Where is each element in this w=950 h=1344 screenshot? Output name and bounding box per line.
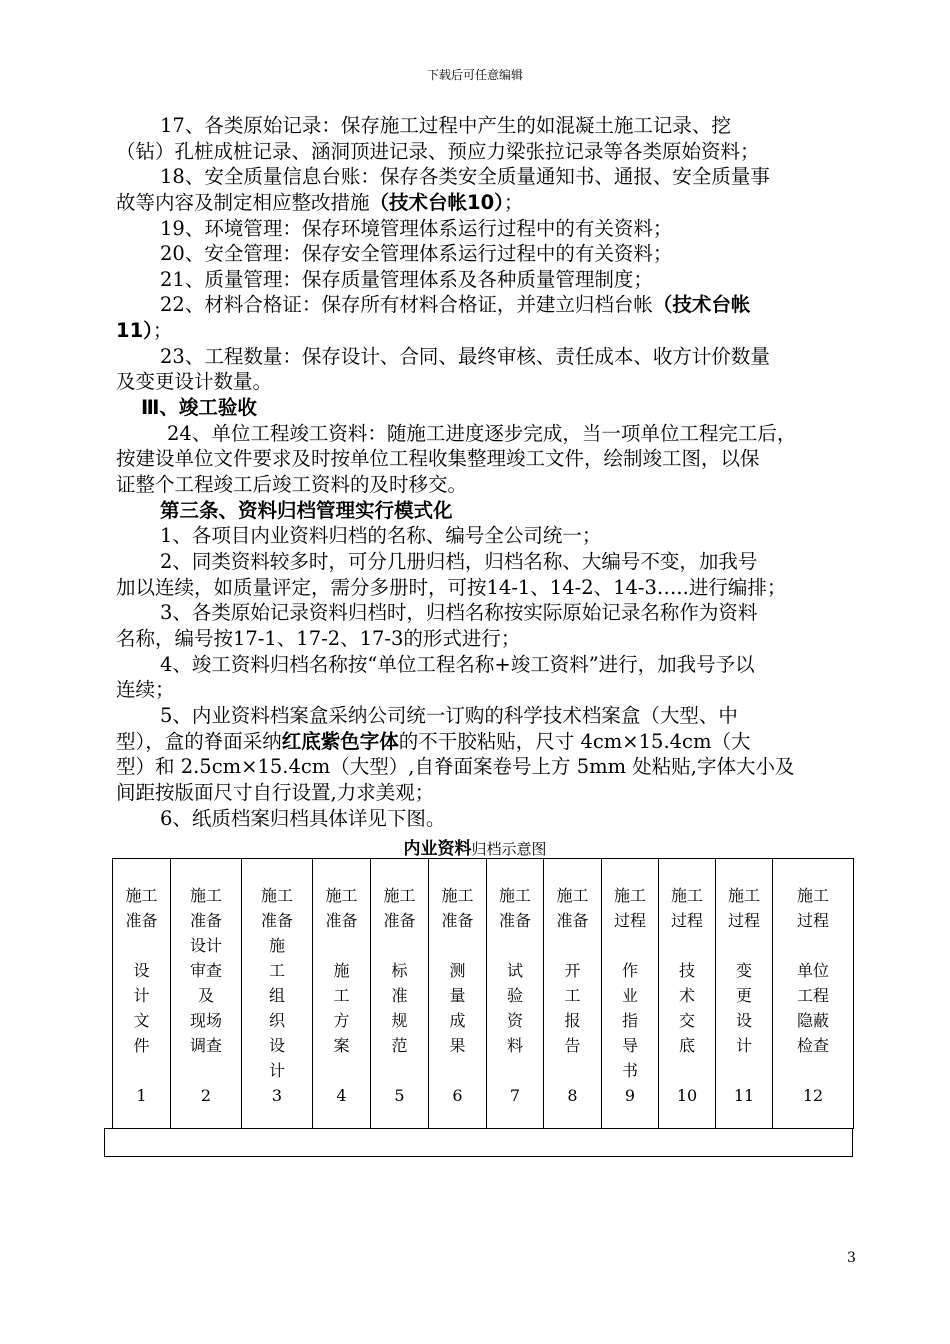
text-span: 故等内容及制定相应整改措施 xyxy=(116,191,370,214)
bold-text: （技术台帐10） xyxy=(369,191,504,214)
column-number: 9 xyxy=(624,1086,636,1105)
column-title: 范 xyxy=(391,1036,408,1055)
column-number: 7 xyxy=(509,1086,521,1105)
column-title: 业 xyxy=(621,986,638,1005)
column-title: 设计 xyxy=(189,936,222,955)
diagram-column xyxy=(659,859,716,1129)
column-title: 验 xyxy=(506,986,523,1005)
text-line xyxy=(116,729,750,755)
column-stage: 施工 xyxy=(556,886,589,905)
archive-diagram-table xyxy=(112,858,854,1129)
text-span: 22、材料合格证：保存所有材料合格证，并建立归档台帐 xyxy=(160,293,653,316)
column-title: 交 xyxy=(678,1011,695,1030)
figure-caption xyxy=(0,834,950,859)
diagram-column xyxy=(313,859,371,1129)
text-line xyxy=(160,549,757,575)
text-span: 3、各类原始记录资料归档时，归档名称按实际原始记录名称作为资料 xyxy=(160,601,758,624)
column-title: 计 xyxy=(735,1036,752,1055)
bold-text: 11） xyxy=(116,319,153,342)
text-span: 24、单位工程竣工资料：随施工进度逐步完成，当一项单位工程完工后， xyxy=(167,422,797,445)
text-span: 间距按版面尺寸自行设置,力求美观； xyxy=(116,781,435,804)
column-title: 告 xyxy=(564,1036,581,1055)
text-line xyxy=(116,677,175,703)
text-line xyxy=(160,806,445,832)
column-title: 现场 xyxy=(189,1011,222,1030)
column-title: 工 xyxy=(564,986,581,1005)
text-line xyxy=(160,652,755,678)
column-title: 导 xyxy=(621,1036,638,1055)
diagram-column xyxy=(171,859,242,1129)
column-title: 技 xyxy=(678,961,695,980)
column-stage: 施工 xyxy=(260,886,293,905)
column-number: 5 xyxy=(394,1086,405,1105)
column-stage: 施工 xyxy=(727,886,760,905)
bold-text: （技术台帐 xyxy=(652,293,751,316)
column-stage: 准备 xyxy=(556,911,589,930)
text-line xyxy=(160,216,672,242)
text-span: 6、纸质档案归档具体详见下图。 xyxy=(160,807,446,830)
page-header: 下载后可任意编辑 xyxy=(426,68,523,82)
column-number: 6 xyxy=(452,1086,463,1105)
column-number: 4 xyxy=(336,1086,347,1105)
text-span: 名称，编号按17-1、17-2、17-3的形式进行； xyxy=(116,627,521,650)
column-title: 计 xyxy=(268,1061,285,1080)
text-line xyxy=(116,472,467,498)
column-title: 调查 xyxy=(189,1036,222,1055)
column-title: 报 xyxy=(564,1011,581,1030)
diagram-column xyxy=(716,859,773,1129)
column-title: 织 xyxy=(268,1011,285,1030)
column-title: 文 xyxy=(133,1011,150,1030)
column-stage: 施工 xyxy=(670,886,703,905)
column-title: 更 xyxy=(735,986,752,1005)
text-span: 1、各项目内业资料归档的名称、编号全公司统一； xyxy=(160,524,602,547)
text-span: 证整个工程竣工后竣工资料的及时移交。 xyxy=(116,473,468,496)
diagram-column xyxy=(371,859,429,1129)
column-stage: 过程 xyxy=(670,911,703,930)
column-title: 案 xyxy=(333,1036,350,1055)
column-stage: 过程 xyxy=(727,911,760,930)
column-title: 料 xyxy=(506,1036,523,1055)
column-stage: 施工 xyxy=(441,886,474,905)
diagram-column xyxy=(429,859,487,1129)
column-title: 设 xyxy=(735,1011,752,1030)
column-stage: 过程 xyxy=(613,911,646,930)
text-line xyxy=(160,113,731,139)
text-span: 加以连续，如质量评定，需分多册时，可按14-1、14-2、14-3…..进行编排； xyxy=(116,576,787,599)
caption-normal: 归档示意图 xyxy=(471,840,547,858)
text-span: 及变更设计数量。 xyxy=(116,370,273,393)
column-title: 准 xyxy=(391,986,408,1005)
column-number: 10 xyxy=(676,1086,698,1105)
text-line xyxy=(116,754,794,780)
column-title: 件 xyxy=(133,1036,150,1055)
column-title: 施 xyxy=(268,936,285,955)
text-line xyxy=(116,626,520,652)
text-line xyxy=(167,421,796,447)
column-title: 标 xyxy=(391,961,408,980)
column-stage: 施工 xyxy=(613,886,646,905)
column-number: 3 xyxy=(271,1086,283,1105)
text-span: 18、安全质量信息台账：保存各类安全质量通知书、通报、安全质量事 xyxy=(160,165,770,188)
column-title: 果 xyxy=(449,1036,466,1055)
text-span: 21、质量管理：保存质量管理体系及各种质量管理制度； xyxy=(160,268,653,291)
column-title: 检查 xyxy=(796,1036,829,1055)
text-line xyxy=(116,318,172,344)
column-title: 计 xyxy=(133,986,150,1005)
column-title: 审查 xyxy=(189,961,222,980)
diagram-column xyxy=(487,859,544,1129)
column-number: 1 xyxy=(136,1086,147,1105)
text-line xyxy=(160,600,757,626)
diagram-column xyxy=(113,859,171,1129)
page-number: 3 xyxy=(847,1250,856,1266)
column-title: 设 xyxy=(268,1036,285,1055)
column-title: 底 xyxy=(678,1036,695,1055)
column-title: 设 xyxy=(133,961,150,980)
column-title: 开 xyxy=(564,961,581,980)
column-stage: 过程 xyxy=(796,911,829,930)
column-stage: 施工 xyxy=(189,886,222,905)
text-span: 2、同类资料较多时，可分几册归档，归档名称、大编号不变，加我号 xyxy=(160,550,758,573)
column-stage: 准备 xyxy=(383,911,416,930)
text-span: 19、环境管理：保存环境管理体系运行过程中的有关资料； xyxy=(160,217,673,240)
caption-bold: 内业资料 xyxy=(403,839,472,859)
table-footer-row xyxy=(104,1128,853,1157)
column-stage: 施工 xyxy=(125,886,158,905)
column-number: 8 xyxy=(567,1086,578,1105)
column-title: 书 xyxy=(621,1061,638,1080)
text-line xyxy=(141,395,257,421)
text-span: 20、安全管理：保存安全管理体系运行过程中的有关资料； xyxy=(160,242,673,265)
column-number: 12 xyxy=(802,1086,824,1105)
text-span: 型）和 2.5cm×15.4cm（大型）,自脊面案卷号上方 5mm 处粘贴,字体大小及 xyxy=(116,755,795,778)
column-title: 变 xyxy=(735,961,752,980)
text-line xyxy=(160,241,672,267)
text-span: ； xyxy=(152,319,173,342)
text-span: 的不干胶粘贴，尺寸 4cm×15.4cm（大 xyxy=(398,730,751,753)
diagram-column xyxy=(773,859,854,1129)
text-line xyxy=(160,498,453,524)
column-stage: 准备 xyxy=(125,911,158,930)
diagram-column xyxy=(602,859,659,1129)
column-stage: 准备 xyxy=(325,911,358,930)
bold-text: Ⅲ、竣工验收 xyxy=(141,396,257,419)
text-span: ； xyxy=(503,191,524,214)
text-line xyxy=(116,190,523,216)
column-number: 11 xyxy=(733,1086,755,1105)
text-span: 连续； xyxy=(116,678,175,701)
text-line xyxy=(160,523,601,549)
column-title: 工程 xyxy=(796,986,829,1005)
text-span: 4、竣工资料归档名称按“单位工程名称+竣工资料”进行，加我号予以 xyxy=(160,653,755,676)
column-stage: 准备 xyxy=(260,911,293,930)
text-line xyxy=(160,164,770,190)
column-stage: 准备 xyxy=(498,911,531,930)
text-span: 型），盒的脊面采纳 xyxy=(116,730,282,753)
column-title: 方 xyxy=(333,1011,350,1030)
column-stage: 施工 xyxy=(325,886,358,905)
text-line xyxy=(160,292,750,318)
column-title: 测 xyxy=(449,961,466,980)
text-line xyxy=(116,369,272,395)
text-span: 按建设单位文件要求及时按单位工程收集整理竣工文件，绘制竣工图，以保 xyxy=(116,447,760,470)
column-title: 规 xyxy=(391,1011,408,1030)
text-span: （钻）孔桩成桩记录、涵洞顶进记录、预应力梁张拉记录等各类原始资料； xyxy=(116,140,760,163)
diagram-column xyxy=(242,859,313,1129)
diagram-column xyxy=(544,859,602,1129)
column-stage: 施工 xyxy=(796,886,829,905)
column-title: 及 xyxy=(197,986,214,1005)
text-line xyxy=(116,780,434,806)
text-line xyxy=(160,344,770,370)
column-title: 组 xyxy=(268,986,285,1005)
column-title: 工 xyxy=(268,961,285,980)
column-title: 隐蔽 xyxy=(796,1011,829,1030)
column-stage: 施工 xyxy=(498,886,531,905)
table-row xyxy=(113,859,854,1129)
column-title: 成 xyxy=(449,1011,466,1030)
column-number: 2 xyxy=(200,1086,212,1105)
column-title: 施 xyxy=(333,961,350,980)
column-title: 资 xyxy=(506,1011,523,1030)
text-line xyxy=(116,446,760,472)
text-span: 17、各类原始记录：保存施工过程中产生的如混凝土施工记录、挖 xyxy=(160,114,731,137)
column-stage: 准备 xyxy=(189,911,222,930)
column-stage: 准备 xyxy=(441,911,474,930)
text-span: 23、工程数量：保存设计、合同、最终审核、责任成本、收方计价数量 xyxy=(160,345,770,368)
column-title: 量 xyxy=(449,986,466,1005)
column-title: 术 xyxy=(678,986,695,1005)
text-span: 5、内业资料档案盒采纳公司统一订购的科学技术档案盒（大型、中 xyxy=(160,704,738,727)
column-title: 指 xyxy=(621,1011,638,1030)
text-line xyxy=(160,267,653,293)
text-line xyxy=(116,575,786,601)
column-stage: 施工 xyxy=(383,886,416,905)
text-line xyxy=(160,703,738,729)
column-title: 单位 xyxy=(796,961,829,980)
column-title: 工 xyxy=(333,986,350,1005)
text-line xyxy=(116,139,760,165)
bold-text: 红底紫色字体 xyxy=(281,730,399,753)
bold-text: 第三条、资料归档管理实行模式化 xyxy=(160,499,453,522)
column-title: 作 xyxy=(621,961,638,980)
column-title: 试 xyxy=(506,961,523,980)
